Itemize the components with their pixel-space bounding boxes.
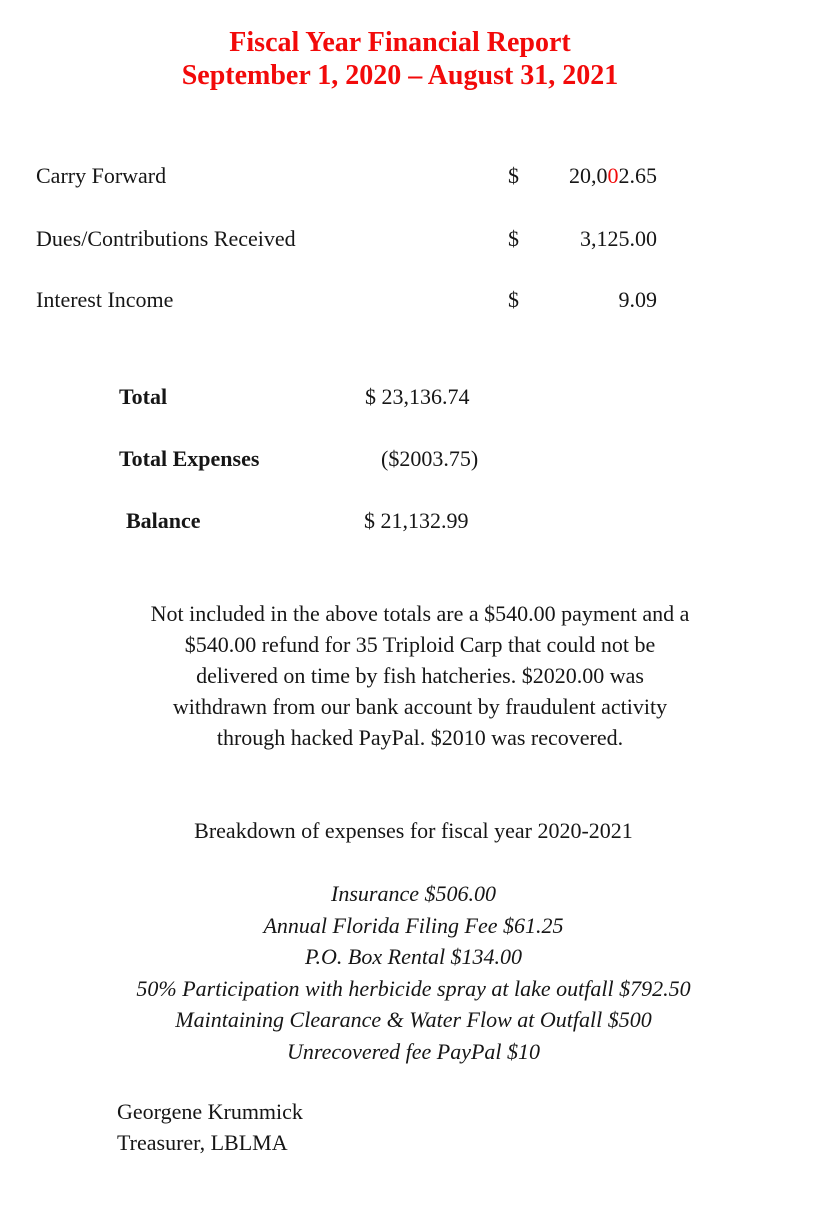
- income-amount: [521, 226, 657, 252]
- breakdown-heading: Breakdown of expenses for fiscal year 2020-2021: [194, 818, 633, 843]
- expense-line-po-box: P.O. Box Rental $134.00: [304, 944, 523, 969]
- amount-part: 9.09: [618, 287, 657, 312]
- income-label: Dues/Contributions Received: [36, 226, 296, 251]
- totals-label: Balance: [126, 508, 201, 533]
- report-title: [0, 26, 800, 92]
- amount-red-digit: 0: [607, 163, 619, 188]
- expense-line-herbicide: 50% Participation with herbicide spray at lake outfall $792.50: [136, 975, 691, 1001]
- note-line: withdrawn from our bank account by fraudulent activity: [172, 694, 668, 719]
- note-line: delivered on time by fish hatcheries. $2020.00 was: [196, 663, 644, 688]
- expense-line-filing-fee: Annual Florida Filing Fee $61.25: [263, 912, 564, 938]
- totals-amount: ($2003.75): [381, 446, 479, 471]
- income-row-carry-forward: [0, 163, 827, 195]
- signature-name: Georgene Krummick: [117, 1099, 303, 1124]
- amount-part: 2.65: [618, 163, 657, 188]
- report-title-line1: Fiscal Year Financial Report: [229, 27, 571, 58]
- expense-line-paypal-fee: Unrecovered fee PayPal $10: [286, 1038, 541, 1064]
- signature-block: [117, 1096, 303, 1158]
- expense-line-insurance: Insurance $506.00: [331, 881, 496, 906]
- currency-symbol: $: [508, 226, 519, 251]
- totals-amount: $ 23,136.74: [365, 384, 470, 409]
- income-row-dues-contributions: [0, 226, 827, 258]
- income-label: Carry Forward: [36, 163, 167, 188]
- totals-label: Total Expenses: [119, 446, 260, 471]
- income-row-interest-income: [0, 287, 827, 319]
- currency-symbol: $: [508, 163, 519, 188]
- expense-list: [0, 878, 827, 1067]
- income-amount: [521, 163, 657, 189]
- totals-label: Total: [119, 384, 168, 409]
- currency-symbol: $: [508, 287, 519, 312]
- totals-amount: $ 21,132.99: [364, 508, 469, 533]
- amount-part: 3,125.00: [580, 226, 657, 251]
- totals-row-total: [0, 384, 827, 416]
- income-amount: [521, 287, 657, 313]
- income-label: Interest Income: [36, 287, 174, 312]
- note-line: Not included in the above totals are a $540.00 payment and a: [150, 601, 690, 626]
- expense-line-clearance: Maintaining Clearance & Water Flow at Outfall $500: [175, 1007, 652, 1032]
- totals-row-total-expenses: [0, 446, 827, 478]
- note-paragraph: [13, 598, 827, 753]
- signature-role: Treasurer, LBLMA: [117, 1130, 288, 1155]
- report-title-line2: September 1, 2020 – August 31, 2021: [181, 60, 619, 91]
- note-line: $540.00 refund for 35 Triploid Carp that could not be: [184, 632, 656, 657]
- note-line: through hacked PayPal. $2010 was recovered.: [216, 725, 624, 750]
- amount-part: 20,0: [569, 163, 608, 188]
- totals-row-balance: [0, 508, 827, 540]
